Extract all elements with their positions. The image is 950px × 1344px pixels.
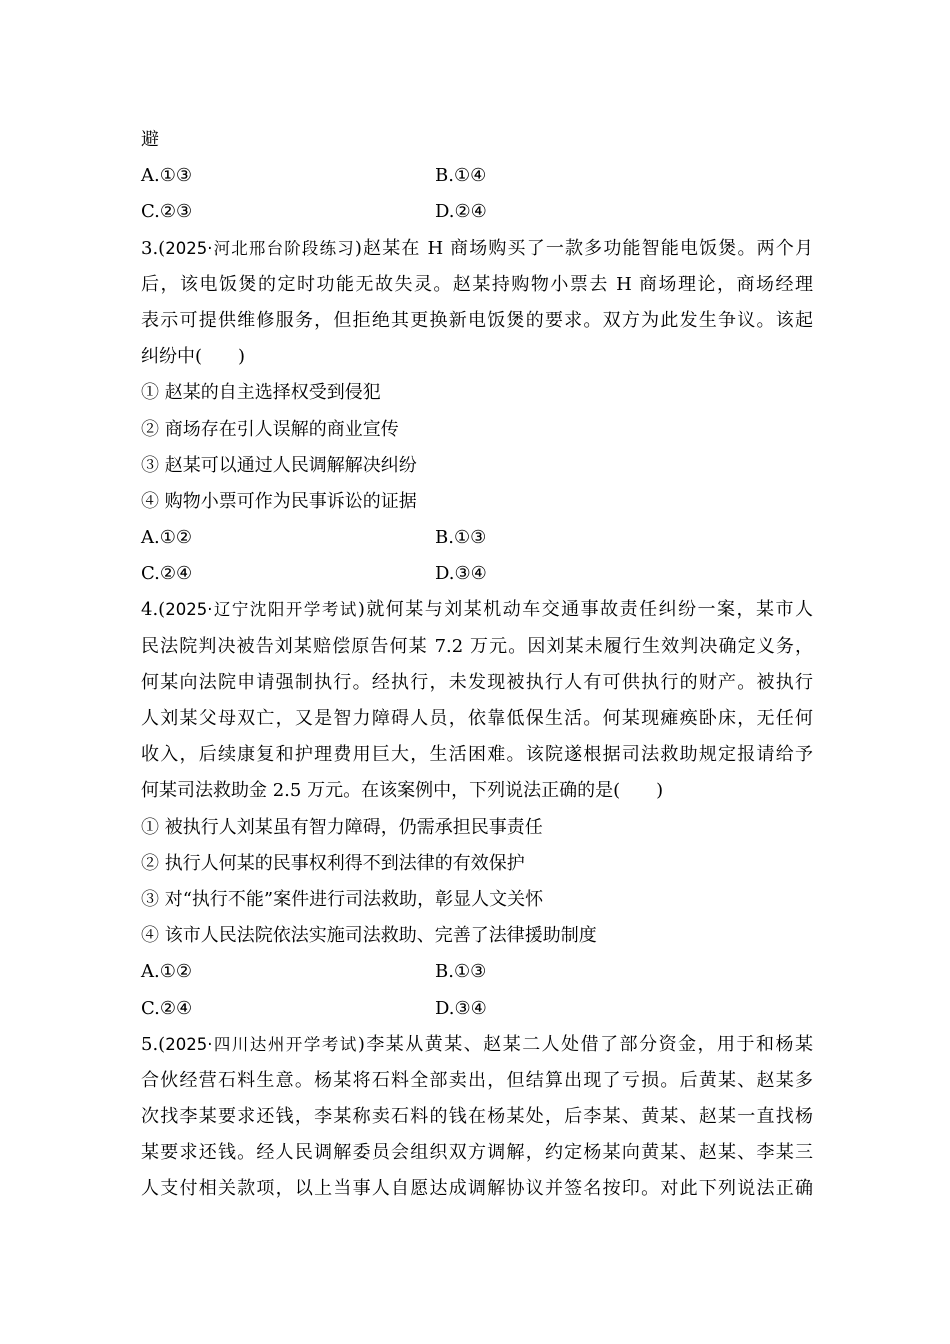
q3-option-c[interactable]: C.②④: [141, 563, 193, 585]
q3-item-4: ④ 购物小票可作为民事诉讼的证据: [141, 490, 417, 512]
q3-stem-line-2: 后，该电饭煲的定时功能无故失灵。赵某持购物小票去 H 商场理论，商场经理: [141, 273, 813, 295]
q4-stem-line-4: 人刘某父母双亡，又是智力障碍人员，依靠低保生活。何某现瘫痪卧床，无任何: [141, 708, 813, 729]
q4-number: 4.(: [141, 599, 166, 621]
q4-option-d[interactable]: D.③④: [435, 997, 487, 1019]
q5-stem-line-1: [141, 1027, 813, 1063]
q2-option-c[interactable]: C.②③: [141, 201, 193, 223]
q4-stem-line-6: 何某司法救助金 2.5 万元。在该案例中，下列说法正确的是( ): [141, 780, 664, 802]
q3-stem-text-1: )赵某在 H 商场购买了一款多功能智能电饭煲。两个月: [354, 237, 813, 259]
q3-option-a[interactable]: A.①②: [141, 527, 192, 549]
q5-stem-line-3: 次找李某要求还钱，李某称卖石料的钱在杨某处，后李某、黄某、赵某一直找杨: [141, 1106, 813, 1128]
q3-source: 2025·河北邢台阶段练习: [165, 238, 355, 258]
q5-source: 2025·四川达州开学考试: [165, 1034, 358, 1054]
q3-item-2: ② 商场存在引人误解的商业宣传: [141, 418, 399, 440]
q3-stem-line-4: 纠纷中( ): [141, 346, 246, 368]
q4-stem-line-2: 民法院判决被告刘某赔偿原告何某 7.2 万元。因刘某未履行生效判决确定义务，: [141, 635, 813, 657]
q3-option-d[interactable]: D.③④: [435, 563, 487, 585]
q5-stem-line-5: 人支付相关款项，以上当事人自愿达成调解协议并签名按印。对此下列说法正确: [141, 1178, 813, 1200]
q4-source: 2025·辽宁沈阳开学考试: [165, 600, 358, 620]
q3-item-3: ③ 赵某可以通过人民调解解决纠纷: [141, 454, 417, 476]
q3-item-1: ① 赵某的自主选择权受到侵犯: [141, 382, 381, 404]
q3-stem-line-1: [141, 231, 813, 267]
q2-options-row-1: [141, 158, 813, 194]
q2-option-a[interactable]: A.①③: [141, 165, 192, 187]
q2-option-b[interactable]: B.①④: [435, 165, 487, 187]
q4-options-row-1: [141, 954, 813, 990]
q4-stem-line-5: 收入，后续康复和护理费用巨大，生活困难。该院遂根据司法救助规定报请给予: [141, 744, 813, 766]
q4-item-2: ② 执行人何某的民事权利得不到法律的有效保护: [141, 852, 525, 874]
q2-stem-tail: 避: [141, 129, 159, 150]
q4-stem-text-1: )就何某与刘某机动车交通事故责任纠纷一案，某市人: [357, 599, 813, 621]
q5-stem-line-2: 合伙经营石料生意。杨某将石料全部卖出，但结算出现了亏损。后黄某、赵某多: [141, 1069, 813, 1091]
q5-stem-line-4: 某要求还钱。经人民调解委员会组织双方调解，约定杨某向黄某、赵某、李某三: [141, 1142, 813, 1164]
q5-stem-text-1: )李某从黄某、赵某二人处借了部分资金，用于和杨某: [357, 1033, 813, 1055]
q3-option-b[interactable]: B.①③: [435, 527, 487, 549]
q2-options-row-2: [141, 194, 813, 230]
q4-option-c[interactable]: C.②④: [141, 997, 193, 1019]
q3-options-row-1: [141, 520, 813, 556]
q4-options-row-2: [141, 991, 813, 1027]
q5-number: 5.(: [141, 1033, 166, 1055]
q4-item-3: ③ 对“执行不能”案件进行司法救助，彰显人文关怀: [141, 888, 544, 910]
q4-option-b[interactable]: B.①③: [435, 961, 487, 983]
q2-option-d[interactable]: D.②④: [435, 201, 487, 223]
q4-stem-line-1: [141, 592, 813, 628]
q4-stem-line-3: 何某向法院申请强制执行。经执行，未发现被执行人有可供执行的财产。被执行: [141, 671, 813, 693]
q4-item-4: ④ 该市人民法院依法实施司法救助、完善了法律援助制度: [141, 925, 597, 947]
q3-options-row-2: [141, 556, 813, 592]
q4-item-1: ① 被执行人刘某虽有智力障碍，仍需承担民事责任: [141, 816, 543, 838]
q4-option-a[interactable]: A.①②: [141, 961, 192, 983]
q3-stem-line-3: 表示可提供维修服务，但拒绝其更换新电饭煲的要求。双方为此发生争议。该起: [141, 309, 813, 331]
question-content: [141, 122, 813, 1208]
q3-number: 3.(: [141, 237, 166, 259]
